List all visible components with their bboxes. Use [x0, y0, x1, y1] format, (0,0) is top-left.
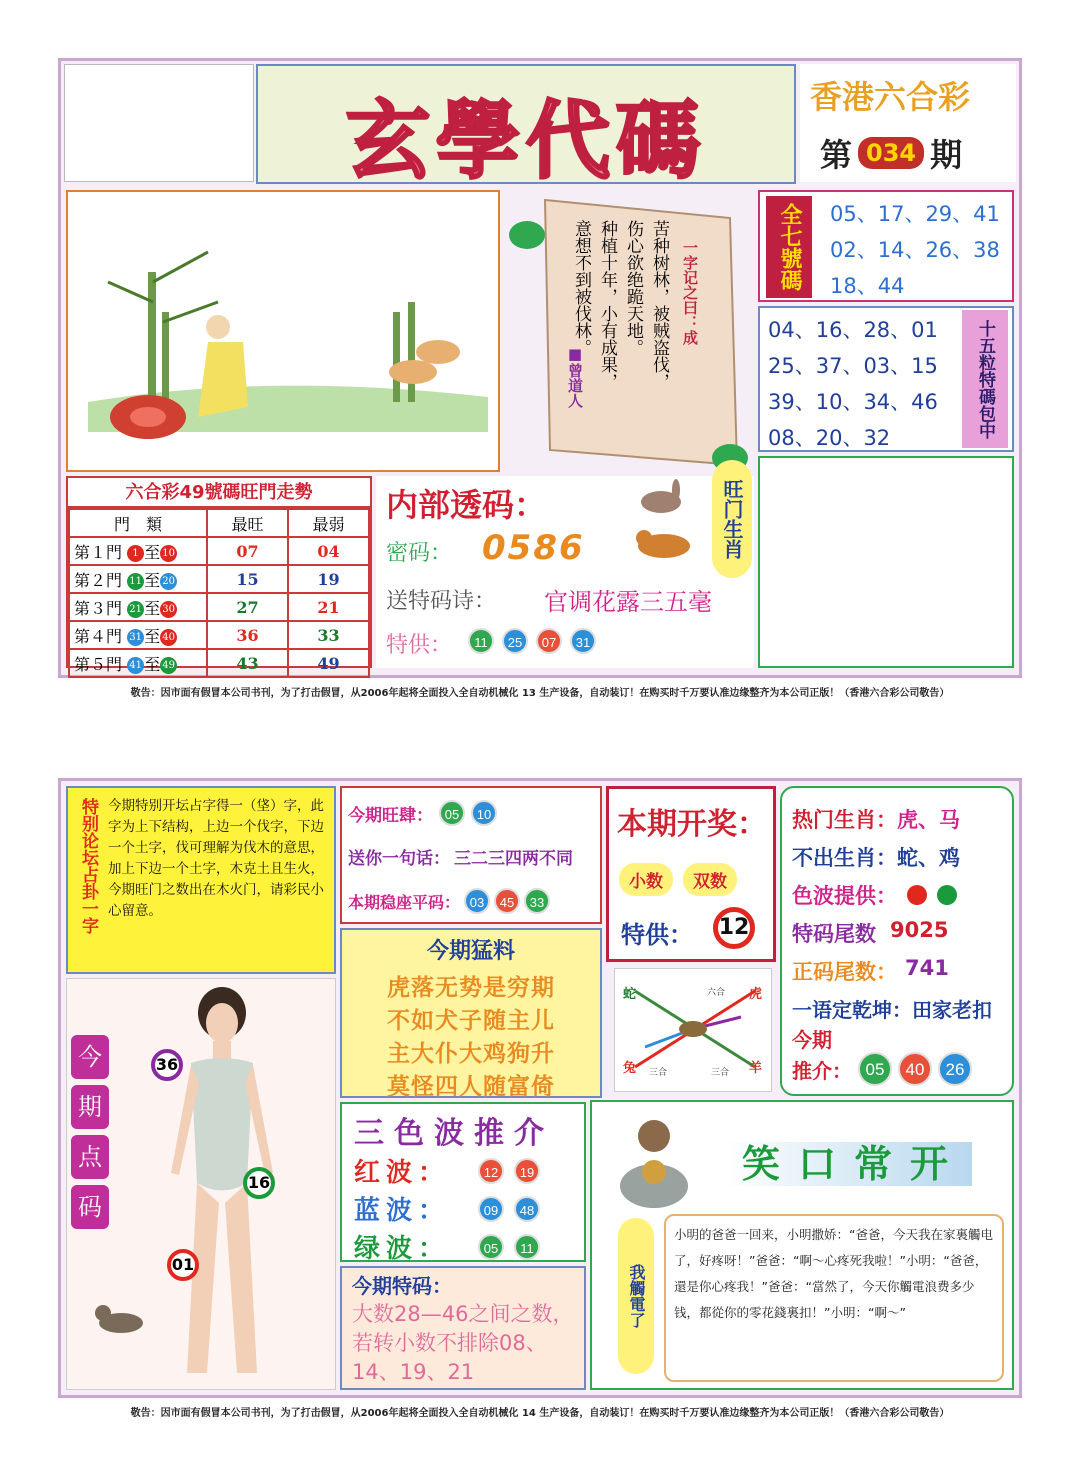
blue-label: 蓝波： — [354, 1196, 451, 1226]
special-label: 特供： — [386, 633, 453, 658]
saying-row — [792, 994, 992, 1023]
door-best: 36 — [207, 621, 288, 649]
doors-header-worst: 最弱 — [288, 509, 369, 537]
poem-scroll — [505, 190, 755, 475]
issue-box — [800, 64, 1016, 182]
poem-send-value: 官调花露三五毫 — [544, 588, 712, 616]
door-worst: 21 — [288, 593, 369, 621]
number-ball: 05 — [478, 1234, 504, 1260]
draw-panel — [606, 786, 776, 962]
main-tail-label: 正码尾数： — [792, 960, 897, 984]
model-panel — [66, 978, 336, 1390]
points-char: 码 — [71, 1185, 109, 1229]
joke-panel — [590, 1100, 1014, 1390]
door-name: 第１門 — [74, 542, 123, 562]
number-ball: 40 — [898, 1052, 932, 1086]
wangwei-panel — [340, 786, 602, 924]
wangmen-label: 旺门生肖 — [712, 460, 752, 578]
three-color-title: 三色波推介 — [354, 1116, 554, 1151]
door-best: 07 — [207, 537, 288, 565]
zodiac-label: 三合 — [649, 1068, 668, 1078]
blank-panel — [64, 64, 254, 182]
red-dot-icon — [907, 885, 927, 905]
zodiac-label: 兔 — [623, 1061, 637, 1076]
door-row: 第３門 21 至 30 27 21 — [69, 593, 369, 621]
zodiac-compass-graphic — [615, 969, 771, 1091]
special-code-panel — [340, 1266, 586, 1390]
fierce-line-2: 不如犬子随主儿 — [387, 1008, 555, 1034]
joke-side: 我觸電了 — [618, 1218, 654, 1374]
number-ball: 05 — [858, 1052, 892, 1086]
money-bag-icon — [612, 1112, 692, 1212]
number-ball: 07 — [536, 628, 562, 654]
inside-code-panel — [376, 476, 754, 668]
full-numbers-label: 全七號碼 — [766, 196, 812, 298]
number-ball: 31 — [570, 628, 596, 654]
fifteen-row-2: 25、37、03、15 — [768, 354, 938, 378]
door-name: 第５門 — [74, 654, 123, 674]
tail-label: 特码尾数 — [792, 922, 876, 946]
door-from-ball: 11 — [127, 573, 144, 590]
door-row: 第５門 41 至 49 43 49 — [69, 649, 369, 677]
forum-label: 特别论坛占卦一字 — [78, 798, 98, 934]
fierce-line-4: 莫怪四人随富倚 — [387, 1074, 555, 1100]
number-ball: 26 — [938, 1052, 972, 1086]
doors-header-best: 最旺 — [207, 509, 288, 537]
door-name: 第３門 — [74, 598, 123, 618]
full-numbers-row-2: 02、14、26、38 — [830, 238, 1000, 262]
door-worst: 19 — [288, 565, 369, 593]
recommend-row — [792, 1052, 972, 1086]
number-ball: 25 — [502, 628, 528, 654]
stable-row — [348, 888, 550, 914]
number-ball: 12 — [478, 1158, 504, 1184]
forum-text: 今期特别开坛占字得一（垡）字，此字为上下结构，上边一个伐字，下边一个土字，伐可理解为伐木的意思，加上下边一个土字，木克土且生火，今期旺门之数出在木火门，请彩民小心留意。 — [108, 798, 324, 919]
zodiac-label: 羊 — [749, 1061, 763, 1076]
notice-top: 敬告：因市面有假冒本公司书刊，为了打击假冒，从2006年起将全面投入全自动机械化 13 生产设备，自动装订！在购买时千万要认准边缘整齐为本公司正版！（香港六合彩公司敬告） — [130, 688, 950, 699]
sentence-value: 三二三四两不同 — [454, 849, 573, 869]
three-color-panel — [340, 1102, 586, 1262]
number-ball: 19 — [514, 1158, 540, 1184]
red-row — [354, 1152, 540, 1189]
number-ball: 09 — [478, 1196, 504, 1222]
recommend-label-1: 今期 — [792, 1028, 832, 1052]
issue-suffix: 期 — [930, 136, 963, 174]
doors-title: 六合彩49號碼旺門走勢 — [68, 478, 370, 508]
inside-title: 内部透码： — [386, 486, 547, 524]
poem-title: 一字记之曰：成 — [681, 240, 699, 345]
absent-label: 不出生肖： — [792, 846, 897, 870]
poem-author: ■曾道人 — [566, 345, 584, 408]
blue-row — [354, 1190, 540, 1227]
main-tail-row — [792, 956, 949, 986]
hot-zodiac-panel — [780, 786, 1014, 1096]
sentence-label: 送你一句话： — [348, 849, 450, 869]
stable-label: 本期稳座平码： — [348, 892, 461, 912]
wangwei-row — [348, 800, 497, 826]
farmer-illustration — [68, 192, 498, 470]
poem-line-3: 种植十年，小有成果， — [597, 220, 617, 390]
door-worst: 04 — [288, 537, 369, 565]
draw-special-label: 特供： — [621, 921, 693, 949]
doors-header-type: 門 類 — [69, 509, 207, 537]
draw-title: 本期开奖： — [617, 807, 767, 842]
draw-special-ball: 12 — [713, 907, 755, 949]
tail-value: 9025 — [890, 918, 949, 942]
door-best: 27 — [207, 593, 288, 621]
tail-row — [792, 918, 948, 948]
door-to-ball: 30 — [160, 601, 177, 618]
rabbit-icon — [636, 476, 686, 516]
full-numbers-panel — [758, 190, 1014, 302]
fierce-panel — [340, 928, 602, 1098]
color-row — [792, 880, 957, 910]
color-label: 色波提供： — [792, 884, 897, 908]
issue-number: 034 — [858, 137, 924, 169]
password-value: 0586 — [482, 528, 585, 568]
full-numbers-row-3: 18、44 — [830, 274, 905, 298]
poem-line-2: 伤心欲绝跪天地。 — [623, 220, 643, 356]
door-from-ball: 31 — [127, 629, 144, 646]
sentence-row — [348, 844, 573, 869]
number-ball: 45 — [494, 888, 520, 914]
title-banner — [256, 64, 796, 190]
fifteen-row-4: 08、20、32 — [768, 426, 891, 450]
tiger-icon — [634, 524, 694, 564]
number-ball: 11 — [468, 628, 494, 654]
illustration-panel — [66, 190, 500, 472]
recommend-label-2: 推介： — [792, 1058, 852, 1083]
door-from-ball: 1 — [127, 545, 144, 562]
door-to-ball: 20 — [160, 573, 177, 590]
door-row: 第１門 1 至 10 07 04 — [69, 537, 369, 565]
number-ball: 11 — [514, 1234, 540, 1260]
saying-value: 田家老扣 — [912, 998, 992, 1022]
poem-line-4: 意想不到被伐林。 — [571, 220, 591, 356]
green-label: 绿波： — [354, 1234, 451, 1264]
points-label — [71, 1035, 109, 1229]
door-name: 第２門 — [74, 570, 123, 590]
draw-tag: 小数 — [619, 863, 673, 896]
door-name: 第４門 — [74, 626, 123, 646]
zodiac-label: 三合 — [711, 1068, 730, 1078]
door-row: 第２門 11 至 20 15 19 — [69, 565, 369, 593]
fifteen-row-1: 04、16、28、01 — [768, 318, 938, 342]
points-char: 点 — [71, 1135, 109, 1179]
poem-send-label: 送特码诗： — [386, 589, 497, 614]
page-title: 玄學代碼 — [345, 91, 706, 190]
number-ball: 48 — [514, 1196, 540, 1222]
hot-label: 热门生肖： — [792, 808, 897, 832]
door-best: 15 — [207, 565, 288, 593]
green-row — [354, 1228, 540, 1265]
joke-title: 笑口常开 — [722, 1142, 972, 1186]
poem-line-1: 苦种树林，被贼盗伐， — [649, 220, 669, 390]
fierce-line-1: 虎落无势是穷期 — [387, 975, 555, 1001]
main-tail-value: 741 — [905, 956, 949, 980]
doors-table — [68, 508, 370, 678]
password-label: 密码： — [386, 541, 453, 566]
door-worst: 33 — [288, 621, 369, 649]
issue-prefix: 第 — [820, 136, 853, 174]
model-ball: 01 — [167, 1249, 199, 1281]
fierce-line-3: 主大仆大鸡狗升 — [387, 1041, 555, 1067]
door-to-ball: 49 — [160, 657, 177, 674]
special-code-text: 大数28—46之间之数，若转小数不排除08、14、19、21 — [352, 1302, 574, 1384]
zodiac-label: 虎 — [749, 987, 763, 1002]
door-to-ball: 40 — [160, 629, 177, 646]
issue-line — [820, 130, 962, 176]
wangwei-label: 今期旺肆： — [348, 805, 433, 826]
fifteen-numbers-panel — [758, 306, 1014, 452]
forum-panel — [66, 786, 336, 974]
door-to-ball: 10 — [160, 545, 177, 562]
points-char: 期 — [71, 1085, 109, 1129]
zodiac-compass-panel — [614, 968, 772, 1092]
door-row: 第４門 31 至 40 36 33 — [69, 621, 369, 649]
absent-row — [792, 842, 960, 872]
fierce-title: 今期猛料 — [426, 939, 515, 964]
fifteen-label: 十五粒特碼包中 — [962, 310, 1008, 448]
zodiac-label: 蛇 — [623, 987, 637, 1002]
doors-panel — [66, 476, 372, 674]
red-label: 红波： — [354, 1158, 451, 1188]
absent-value: 蛇、鸡 — [897, 846, 960, 870]
blank-green-panel — [758, 456, 1014, 668]
model-ball: 16 — [243, 1167, 275, 1199]
number-ball: 05 — [439, 800, 465, 826]
points-char: 今 — [71, 1035, 109, 1079]
fifteen-row-3: 39、10、34、46 — [768, 390, 938, 414]
hot-row — [792, 804, 960, 834]
notice-bottom: 敬告：因市面有假冒本公司书刊，为了打击假冒，从2006年起将全面投入全自动机械化 14 生产设备，自动装订！在购买时千万要认准边缘整齐为本公司正版！（香港六合彩公司敬告） — [130, 1408, 950, 1419]
door-from-ball: 41 — [127, 657, 144, 674]
joke-text: 小明的爸爸一回来，小明撒娇：“爸爸，今天我在家裏觸电了，好疼呀！”爸爸：“啊～心疼死我啦！”小明：“爸爸，還是你心疼我！”爸爸：“當然了，今天你觸電浪费多少钱，都從你的零花錢裏扣！”小明：“啊～” — [664, 1214, 1004, 1382]
door-worst: 49 — [288, 649, 369, 677]
lottery-name: 香港六合彩 — [810, 78, 971, 116]
number-ball: 10 — [471, 800, 497, 826]
number-ball: 33 — [524, 888, 550, 914]
green-dot-icon — [937, 885, 957, 905]
number-ball: 03 — [464, 888, 490, 914]
door-best: 43 — [207, 649, 288, 677]
special-balls — [468, 628, 596, 654]
special-code-title: 今期特码： — [352, 1274, 452, 1298]
full-numbers-row-1: 05、17、29、41 — [830, 202, 1000, 226]
hot-value: 虎、马 — [897, 808, 960, 832]
model-ball: 36 — [151, 1049, 183, 1081]
saying-label: 一语定乾坤： — [792, 998, 912, 1022]
draw-tags — [619, 863, 737, 896]
zodiac-label: 六合 — [707, 988, 726, 998]
wolf-icon — [91, 1295, 151, 1345]
draw-tag: 双数 — [683, 863, 737, 896]
door-from-ball: 21 — [127, 601, 144, 618]
